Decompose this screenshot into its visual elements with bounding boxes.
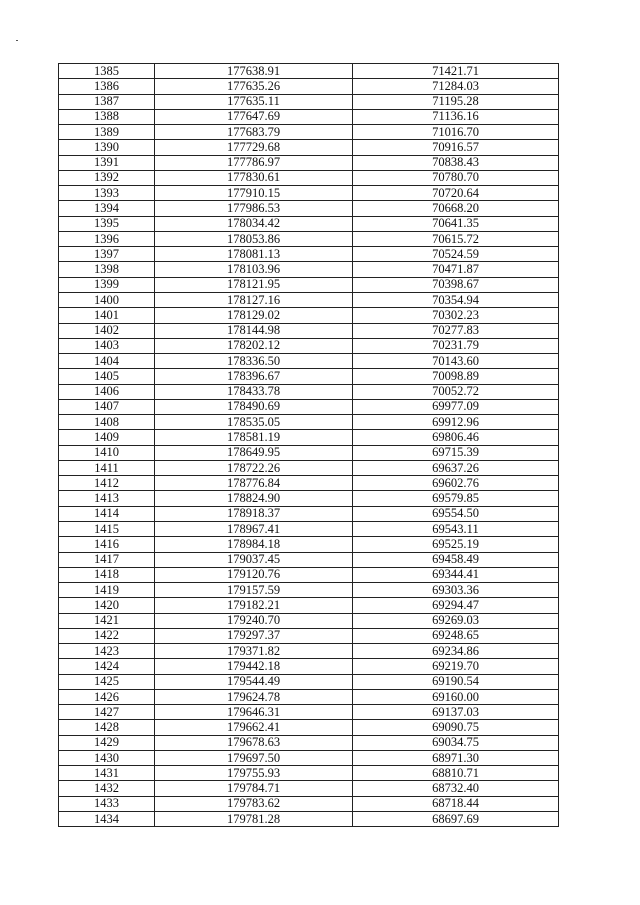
table-row [59,399,559,414]
table-row [59,262,559,277]
x-coordinate-cell: 178649.95 [155,445,353,460]
x-coordinate-cell: 177986.53 [155,201,353,216]
point-number-cell: 1422 [59,628,155,643]
y-coordinate-cell: 69554.50 [353,506,559,521]
y-coordinate-cell: 69269.03 [353,613,559,628]
table-row [59,491,559,506]
y-coordinate-cell: 69977.09 [353,399,559,414]
point-number-cell: 1417 [59,552,155,567]
x-coordinate-cell: 179544.49 [155,674,353,689]
point-number-cell: 1407 [59,399,155,414]
point-number-cell: 1430 [59,750,155,765]
x-coordinate-cell: 178776.84 [155,476,353,491]
table-row [59,292,559,307]
y-coordinate-cell: 70524.59 [353,247,559,262]
y-coordinate-cell: 70615.72 [353,231,559,246]
y-coordinate-cell: 69543.11 [353,521,559,536]
table-row [59,506,559,521]
x-coordinate-cell: 179442.18 [155,659,353,674]
x-coordinate-cell: 178722.26 [155,460,353,475]
x-coordinate-cell: 179371.82 [155,644,353,659]
point-number-cell: 1423 [59,644,155,659]
y-coordinate-cell: 70143.60 [353,354,559,369]
x-coordinate-cell: 179297.37 [155,628,353,643]
x-coordinate-cell: 179781.28 [155,812,353,827]
table-row [59,613,559,628]
x-coordinate-cell: 178581.19 [155,430,353,445]
y-coordinate-cell: 70302.23 [353,308,559,323]
y-coordinate-cell: 70916.57 [353,140,559,155]
y-coordinate-cell: 71421.71 [353,64,559,79]
point-number-cell: 1398 [59,262,155,277]
table-row [59,766,559,781]
x-coordinate-cell: 179157.59 [155,583,353,598]
x-coordinate-cell: 179120.76 [155,567,353,582]
y-coordinate-cell: 70780.70 [353,170,559,185]
y-coordinate-cell: 69137.03 [353,705,559,720]
y-coordinate-cell: 71016.70 [353,125,559,140]
table-row [59,750,559,765]
point-number-cell: 1434 [59,812,155,827]
y-coordinate-cell: 69160.00 [353,689,559,704]
y-coordinate-cell: 69525.19 [353,537,559,552]
point-number-cell: 1393 [59,186,155,201]
table-row [59,216,559,231]
point-number-cell: 1402 [59,323,155,338]
y-coordinate-cell: 69458.49 [353,552,559,567]
point-number-cell: 1397 [59,247,155,262]
y-coordinate-cell: 69034.75 [353,735,559,750]
y-coordinate-cell: 68697.69 [353,812,559,827]
table-row [59,415,559,430]
page-scan-mark [16,40,18,41]
point-number-cell: 1405 [59,369,155,384]
y-coordinate-cell: 69234.86 [353,644,559,659]
x-coordinate-cell: 178336.50 [155,354,353,369]
y-coordinate-cell: 70098.89 [353,369,559,384]
y-coordinate-cell: 69219.70 [353,659,559,674]
table-row [59,64,559,79]
y-coordinate-cell: 70398.67 [353,277,559,292]
table-row [59,735,559,750]
table-row [59,445,559,460]
y-coordinate-cell: 70231.79 [353,338,559,353]
table-row [59,705,559,720]
point-number-cell: 1399 [59,277,155,292]
point-number-cell: 1411 [59,460,155,475]
x-coordinate-cell: 178396.67 [155,369,353,384]
y-coordinate-cell: 70720.64 [353,186,559,201]
table-row [59,659,559,674]
table-row [59,323,559,338]
x-coordinate-cell: 178824.90 [155,491,353,506]
table-row [59,598,559,613]
table-row [59,796,559,811]
point-number-cell: 1433 [59,796,155,811]
table-row [59,552,559,567]
point-number-cell: 1431 [59,766,155,781]
point-number-cell: 1410 [59,445,155,460]
x-coordinate-cell: 177910.15 [155,186,353,201]
table-row [59,201,559,216]
table-row [59,308,559,323]
x-coordinate-cell: 178034.42 [155,216,353,231]
x-coordinate-cell: 179697.50 [155,750,353,765]
table-row [59,170,559,185]
table-row [59,155,559,170]
point-number-cell: 1408 [59,415,155,430]
table-row [59,247,559,262]
table-row [59,354,559,369]
x-coordinate-cell: 179182.21 [155,598,353,613]
point-number-cell: 1412 [59,476,155,491]
y-coordinate-cell: 69806.46 [353,430,559,445]
point-number-cell: 1401 [59,308,155,323]
table-row [59,338,559,353]
table-row [59,140,559,155]
point-number-cell: 1394 [59,201,155,216]
x-coordinate-cell: 178984.18 [155,537,353,552]
point-number-cell: 1425 [59,674,155,689]
x-coordinate-cell: 179783.62 [155,796,353,811]
table-row [59,521,559,536]
point-number-cell: 1392 [59,170,155,185]
point-number-cell: 1400 [59,292,155,307]
y-coordinate-cell: 69715.39 [353,445,559,460]
point-number-cell: 1429 [59,735,155,750]
y-coordinate-cell: 70641.35 [353,216,559,231]
point-number-cell: 1396 [59,231,155,246]
table-row [59,186,559,201]
y-coordinate-cell: 70354.94 [353,292,559,307]
table-row [59,94,559,109]
table-row [59,583,559,598]
point-number-cell: 1427 [59,705,155,720]
y-coordinate-cell: 71284.03 [353,79,559,94]
point-number-cell: 1419 [59,583,155,598]
x-coordinate-cell: 177729.68 [155,140,353,155]
point-number-cell: 1421 [59,613,155,628]
point-number-cell: 1389 [59,125,155,140]
x-coordinate-cell: 178081.13 [155,247,353,262]
y-coordinate-cell: 69190.54 [353,674,559,689]
y-coordinate-cell: 69303.36 [353,583,559,598]
x-coordinate-cell: 179755.93 [155,766,353,781]
x-coordinate-cell: 178103.96 [155,262,353,277]
table-row [59,567,559,582]
point-number-cell: 1391 [59,155,155,170]
point-number-cell: 1426 [59,689,155,704]
table-row [59,384,559,399]
x-coordinate-cell: 178129.02 [155,308,353,323]
x-coordinate-cell: 177635.26 [155,79,353,94]
table-row [59,79,559,94]
table-row [59,369,559,384]
table-row [59,430,559,445]
x-coordinate-cell: 178144.98 [155,323,353,338]
point-number-cell: 1420 [59,598,155,613]
table-row [59,720,559,735]
y-coordinate-cell: 68732.40 [353,781,559,796]
x-coordinate-cell: 178918.37 [155,506,353,521]
point-number-cell: 1390 [59,140,155,155]
point-number-cell: 1428 [59,720,155,735]
table-row [59,125,559,140]
point-number-cell: 1415 [59,521,155,536]
point-number-cell: 1424 [59,659,155,674]
point-number-cell: 1432 [59,781,155,796]
coordinate-table [58,63,559,827]
x-coordinate-cell: 177635.11 [155,94,353,109]
y-coordinate-cell: 69090.75 [353,720,559,735]
table-row [59,628,559,643]
y-coordinate-cell: 68971.30 [353,750,559,765]
y-coordinate-cell: 68718.44 [353,796,559,811]
y-coordinate-cell: 69912.96 [353,415,559,430]
y-coordinate-cell: 69579.85 [353,491,559,506]
point-number-cell: 1406 [59,384,155,399]
y-coordinate-cell: 69637.26 [353,460,559,475]
y-coordinate-cell: 71136.16 [353,109,559,124]
x-coordinate-cell: 177786.97 [155,155,353,170]
x-coordinate-cell: 179662.41 [155,720,353,735]
point-number-cell: 1386 [59,79,155,94]
point-number-cell: 1418 [59,567,155,582]
y-coordinate-cell: 70052.72 [353,384,559,399]
x-coordinate-cell: 178490.69 [155,399,353,414]
x-coordinate-cell: 179784.71 [155,781,353,796]
y-coordinate-cell: 70471.87 [353,262,559,277]
table-row [59,476,559,491]
point-number-cell: 1388 [59,109,155,124]
table-row [59,231,559,246]
table-row [59,109,559,124]
x-coordinate-cell: 178202.12 [155,338,353,353]
y-coordinate-cell: 69248.65 [353,628,559,643]
y-coordinate-cell: 70277.83 [353,323,559,338]
y-coordinate-cell: 69344.41 [353,567,559,582]
point-number-cell: 1409 [59,430,155,445]
point-number-cell: 1385 [59,64,155,79]
point-number-cell: 1414 [59,506,155,521]
x-coordinate-cell: 178535.05 [155,415,353,430]
x-coordinate-cell: 179240.70 [155,613,353,628]
table-row [59,277,559,292]
x-coordinate-cell: 177638.91 [155,64,353,79]
x-coordinate-cell: 177647.69 [155,109,353,124]
x-coordinate-cell: 177830.61 [155,170,353,185]
table-row [59,812,559,827]
x-coordinate-cell: 178967.41 [155,521,353,536]
x-coordinate-cell: 179646.31 [155,705,353,720]
table-row [59,537,559,552]
y-coordinate-cell: 69602.76 [353,476,559,491]
point-number-cell: 1413 [59,491,155,506]
table-row [59,460,559,475]
x-coordinate-cell: 178433.78 [155,384,353,399]
table-row [59,674,559,689]
x-coordinate-cell: 178121.95 [155,277,353,292]
x-coordinate-cell: 178127.16 [155,292,353,307]
coordinate-table-body [59,64,559,827]
x-coordinate-cell: 178053.86 [155,231,353,246]
point-number-cell: 1403 [59,338,155,353]
point-number-cell: 1404 [59,354,155,369]
table-row [59,689,559,704]
table-row [59,781,559,796]
y-coordinate-cell: 69294.47 [353,598,559,613]
y-coordinate-cell: 68810.71 [353,766,559,781]
x-coordinate-cell: 179678.63 [155,735,353,750]
y-coordinate-cell: 70668.20 [353,201,559,216]
point-number-cell: 1395 [59,216,155,231]
point-number-cell: 1416 [59,537,155,552]
y-coordinate-cell: 70838.43 [353,155,559,170]
table-row [59,644,559,659]
point-number-cell: 1387 [59,94,155,109]
x-coordinate-cell: 179624.78 [155,689,353,704]
x-coordinate-cell: 179037.45 [155,552,353,567]
x-coordinate-cell: 177683.79 [155,125,353,140]
y-coordinate-cell: 71195.28 [353,94,559,109]
